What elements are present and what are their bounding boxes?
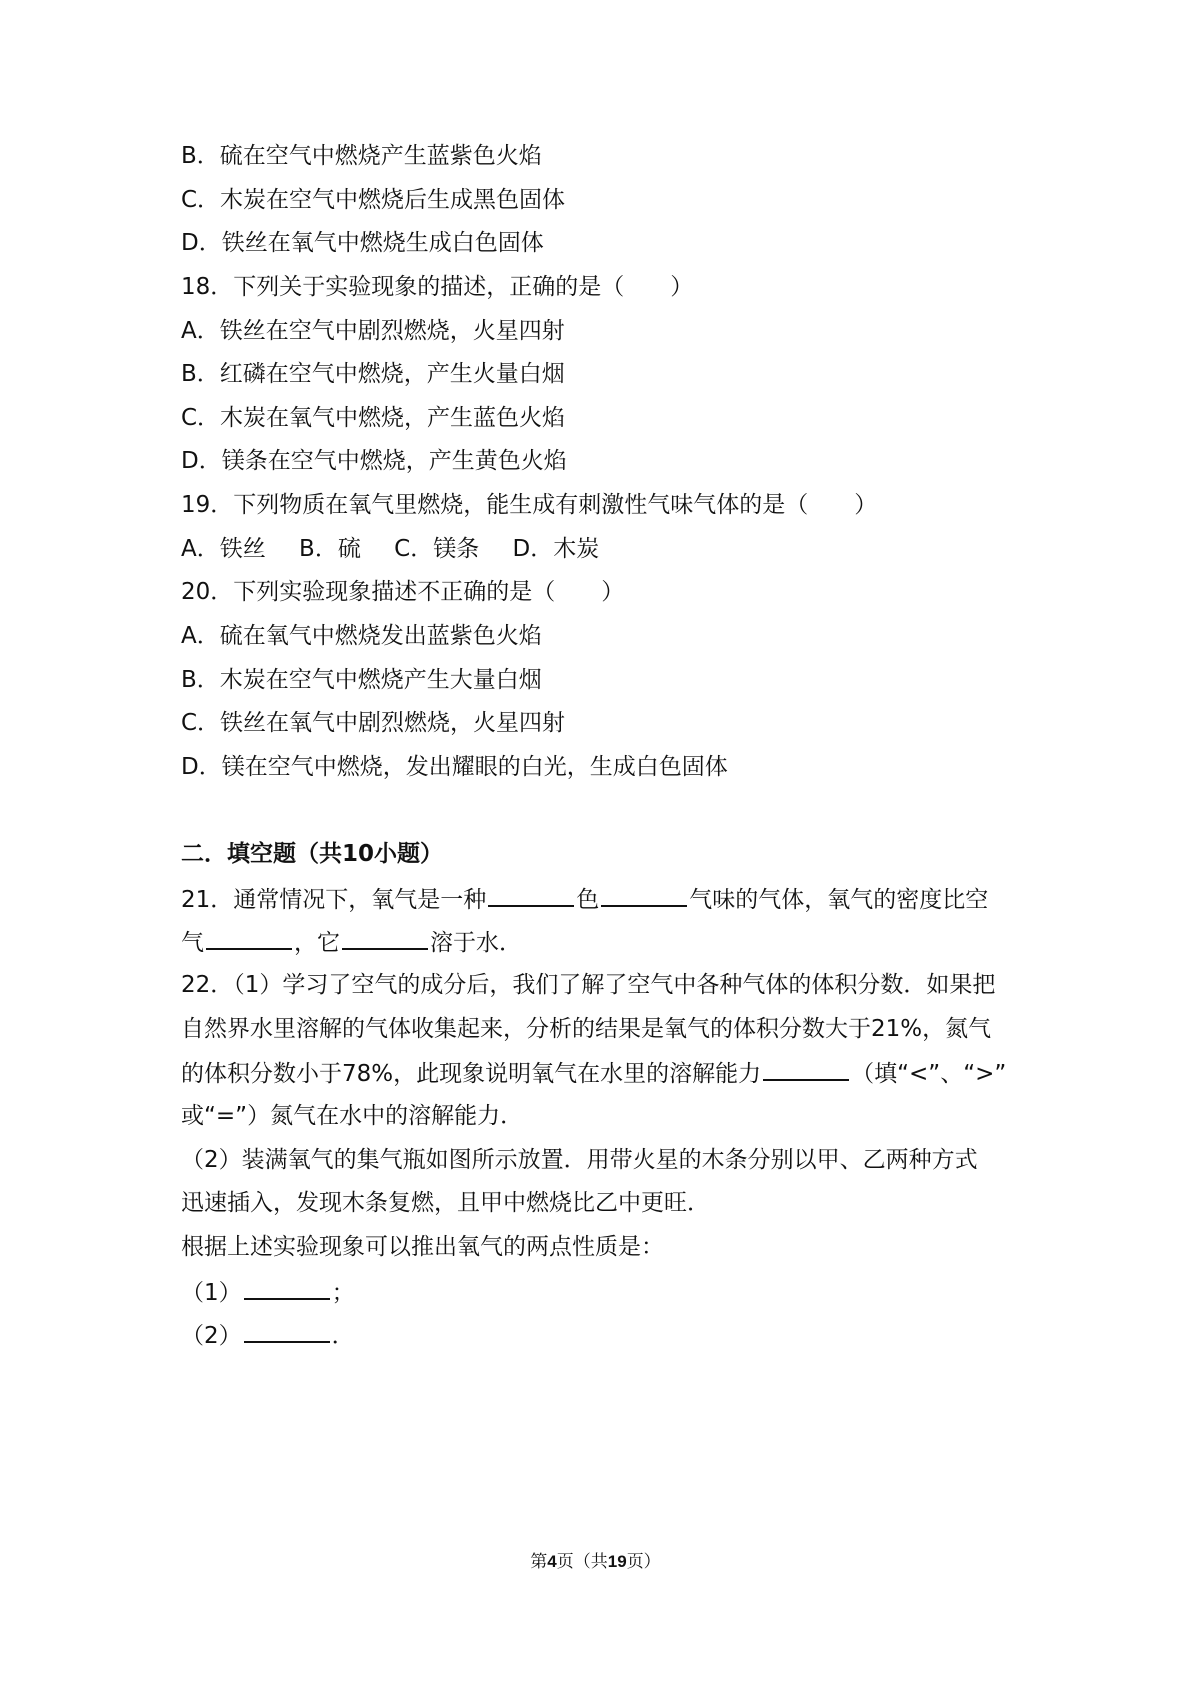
answer-blank[interactable] bbox=[244, 1276, 330, 1300]
q21-text-5: ，它 bbox=[294, 930, 340, 956]
q21-line-2 bbox=[181, 926, 1021, 958]
answer-blank[interactable] bbox=[488, 883, 574, 907]
footer-prefix: 第 bbox=[530, 1552, 548, 1572]
q18-option-d: D．镁条在空气中燃烧，产生黄色火焰 bbox=[181, 448, 567, 474]
q22-answer-1 bbox=[181, 1276, 1021, 1308]
answer-blank[interactable] bbox=[763, 1057, 849, 1081]
q22-part2-line-2: 迅速插入，发现木条复燃，且甲中燃烧比乙中更旺． bbox=[181, 1190, 710, 1216]
answer-blank[interactable] bbox=[206, 926, 292, 950]
q22-answer-2-end: ． bbox=[331, 1323, 355, 1349]
q19-stem: 19．下列物质在氧气里燃烧，能生成有刺激性气味气体的是（ ） bbox=[181, 492, 878, 518]
q20-option-d: D．镁在空气中燃烧，发出耀眼的白光，生成白色固体 bbox=[181, 754, 728, 780]
q22-line-4: 或“=”）氮气在水中的溶解能力． bbox=[181, 1103, 524, 1129]
q21-text-4: 气 bbox=[181, 930, 204, 956]
q18-option-c: C．木炭在氧气中燃烧，产生蓝色火焰 bbox=[181, 405, 566, 431]
footer-middle: 页（共 bbox=[556, 1552, 608, 1572]
q20-option-b: B．木炭在空气中燃烧产生大量白烟 bbox=[181, 667, 542, 693]
footer-total-pages: 19 bbox=[607, 1552, 627, 1571]
q21-text-2: 色 bbox=[576, 887, 600, 913]
q17-option-b: B．硫在空气中燃烧产生蓝紫色火焰 bbox=[181, 143, 542, 169]
q21-text-3: 气味的气体，氧气的密度比空 bbox=[689, 887, 989, 913]
q20-option-c: C．铁丝在氧气中剧烈燃烧，火星四射 bbox=[181, 710, 566, 736]
q18-option-a: A．铁丝在空气中剧烈燃烧，火星四射 bbox=[181, 318, 565, 344]
q22-text-3b: （填“<”、“>” bbox=[851, 1061, 1007, 1087]
q18-option-b: B．红磷在空气中燃烧，产生火量白烟 bbox=[181, 361, 565, 387]
section-title: 二．填空题（共10小题） bbox=[181, 841, 444, 867]
q22-line-3 bbox=[181, 1057, 1021, 1089]
q19-option-d: D．木炭 bbox=[512, 536, 600, 562]
q20-stem: 20．下列实验现象描述不正确的是（ ） bbox=[181, 579, 625, 605]
q19-option-c: C．镁条 bbox=[394, 536, 480, 562]
q19-options bbox=[181, 534, 1021, 564]
q22-part2-line-1: （2）装满氧气的集气瓶如图所示放置．用带火星的木条分别以甲、乙两种方式 bbox=[181, 1147, 978, 1173]
q20-option-a: A．硫在氧气中燃烧发出蓝紫色火焰 bbox=[181, 623, 542, 649]
q19-option-b: B．硫 bbox=[299, 536, 361, 562]
q18-stem: 18．下列关于实验现象的描述，正确的是（ ） bbox=[181, 274, 694, 300]
answer-blank[interactable] bbox=[244, 1319, 330, 1343]
q22-line-2: 自然界水里溶解的气体收集起来，分析的结果是氧气的体积分数大于21%，氮气 bbox=[181, 1016, 992, 1042]
q17-option-d: D．铁丝在氧气中燃烧生成白色固体 bbox=[181, 230, 544, 256]
q22-answer-1-end: ； bbox=[331, 1280, 355, 1306]
q21-text-1: 21．通常情况下，氧气是一种 bbox=[181, 887, 487, 913]
answer-blank[interactable] bbox=[601, 883, 687, 907]
q19-option-a: A．铁丝 bbox=[181, 536, 266, 562]
footer-page-number: 4 bbox=[547, 1552, 557, 1571]
q21-line-1 bbox=[181, 883, 1021, 915]
q22-answer-2-label: （2） bbox=[181, 1323, 242, 1349]
footer-suffix: 页） bbox=[626, 1552, 661, 1572]
q22-answer-1-label: （1） bbox=[181, 1280, 242, 1306]
q22-line-1: 22．（1）学习了空气的成分后，我们了解了空气中各种气体的体积分数．如果把 bbox=[181, 972, 996, 998]
page-footer bbox=[0, 1547, 1191, 1572]
q22-answer-2 bbox=[181, 1319, 1021, 1351]
q17-option-c: C．木炭在空气中燃烧后生成黑色固体 bbox=[181, 187, 566, 213]
q21-text-6: 溶于水． bbox=[430, 930, 522, 956]
answer-blank[interactable] bbox=[342, 926, 428, 950]
q22-part2-line-3: 根据上述实验现象可以推出氧气的两点性质是： bbox=[181, 1234, 664, 1260]
q22-text-3a: 的体积分数小于78%，此现象说明氧气在水里的溶解能力 bbox=[181, 1061, 762, 1087]
